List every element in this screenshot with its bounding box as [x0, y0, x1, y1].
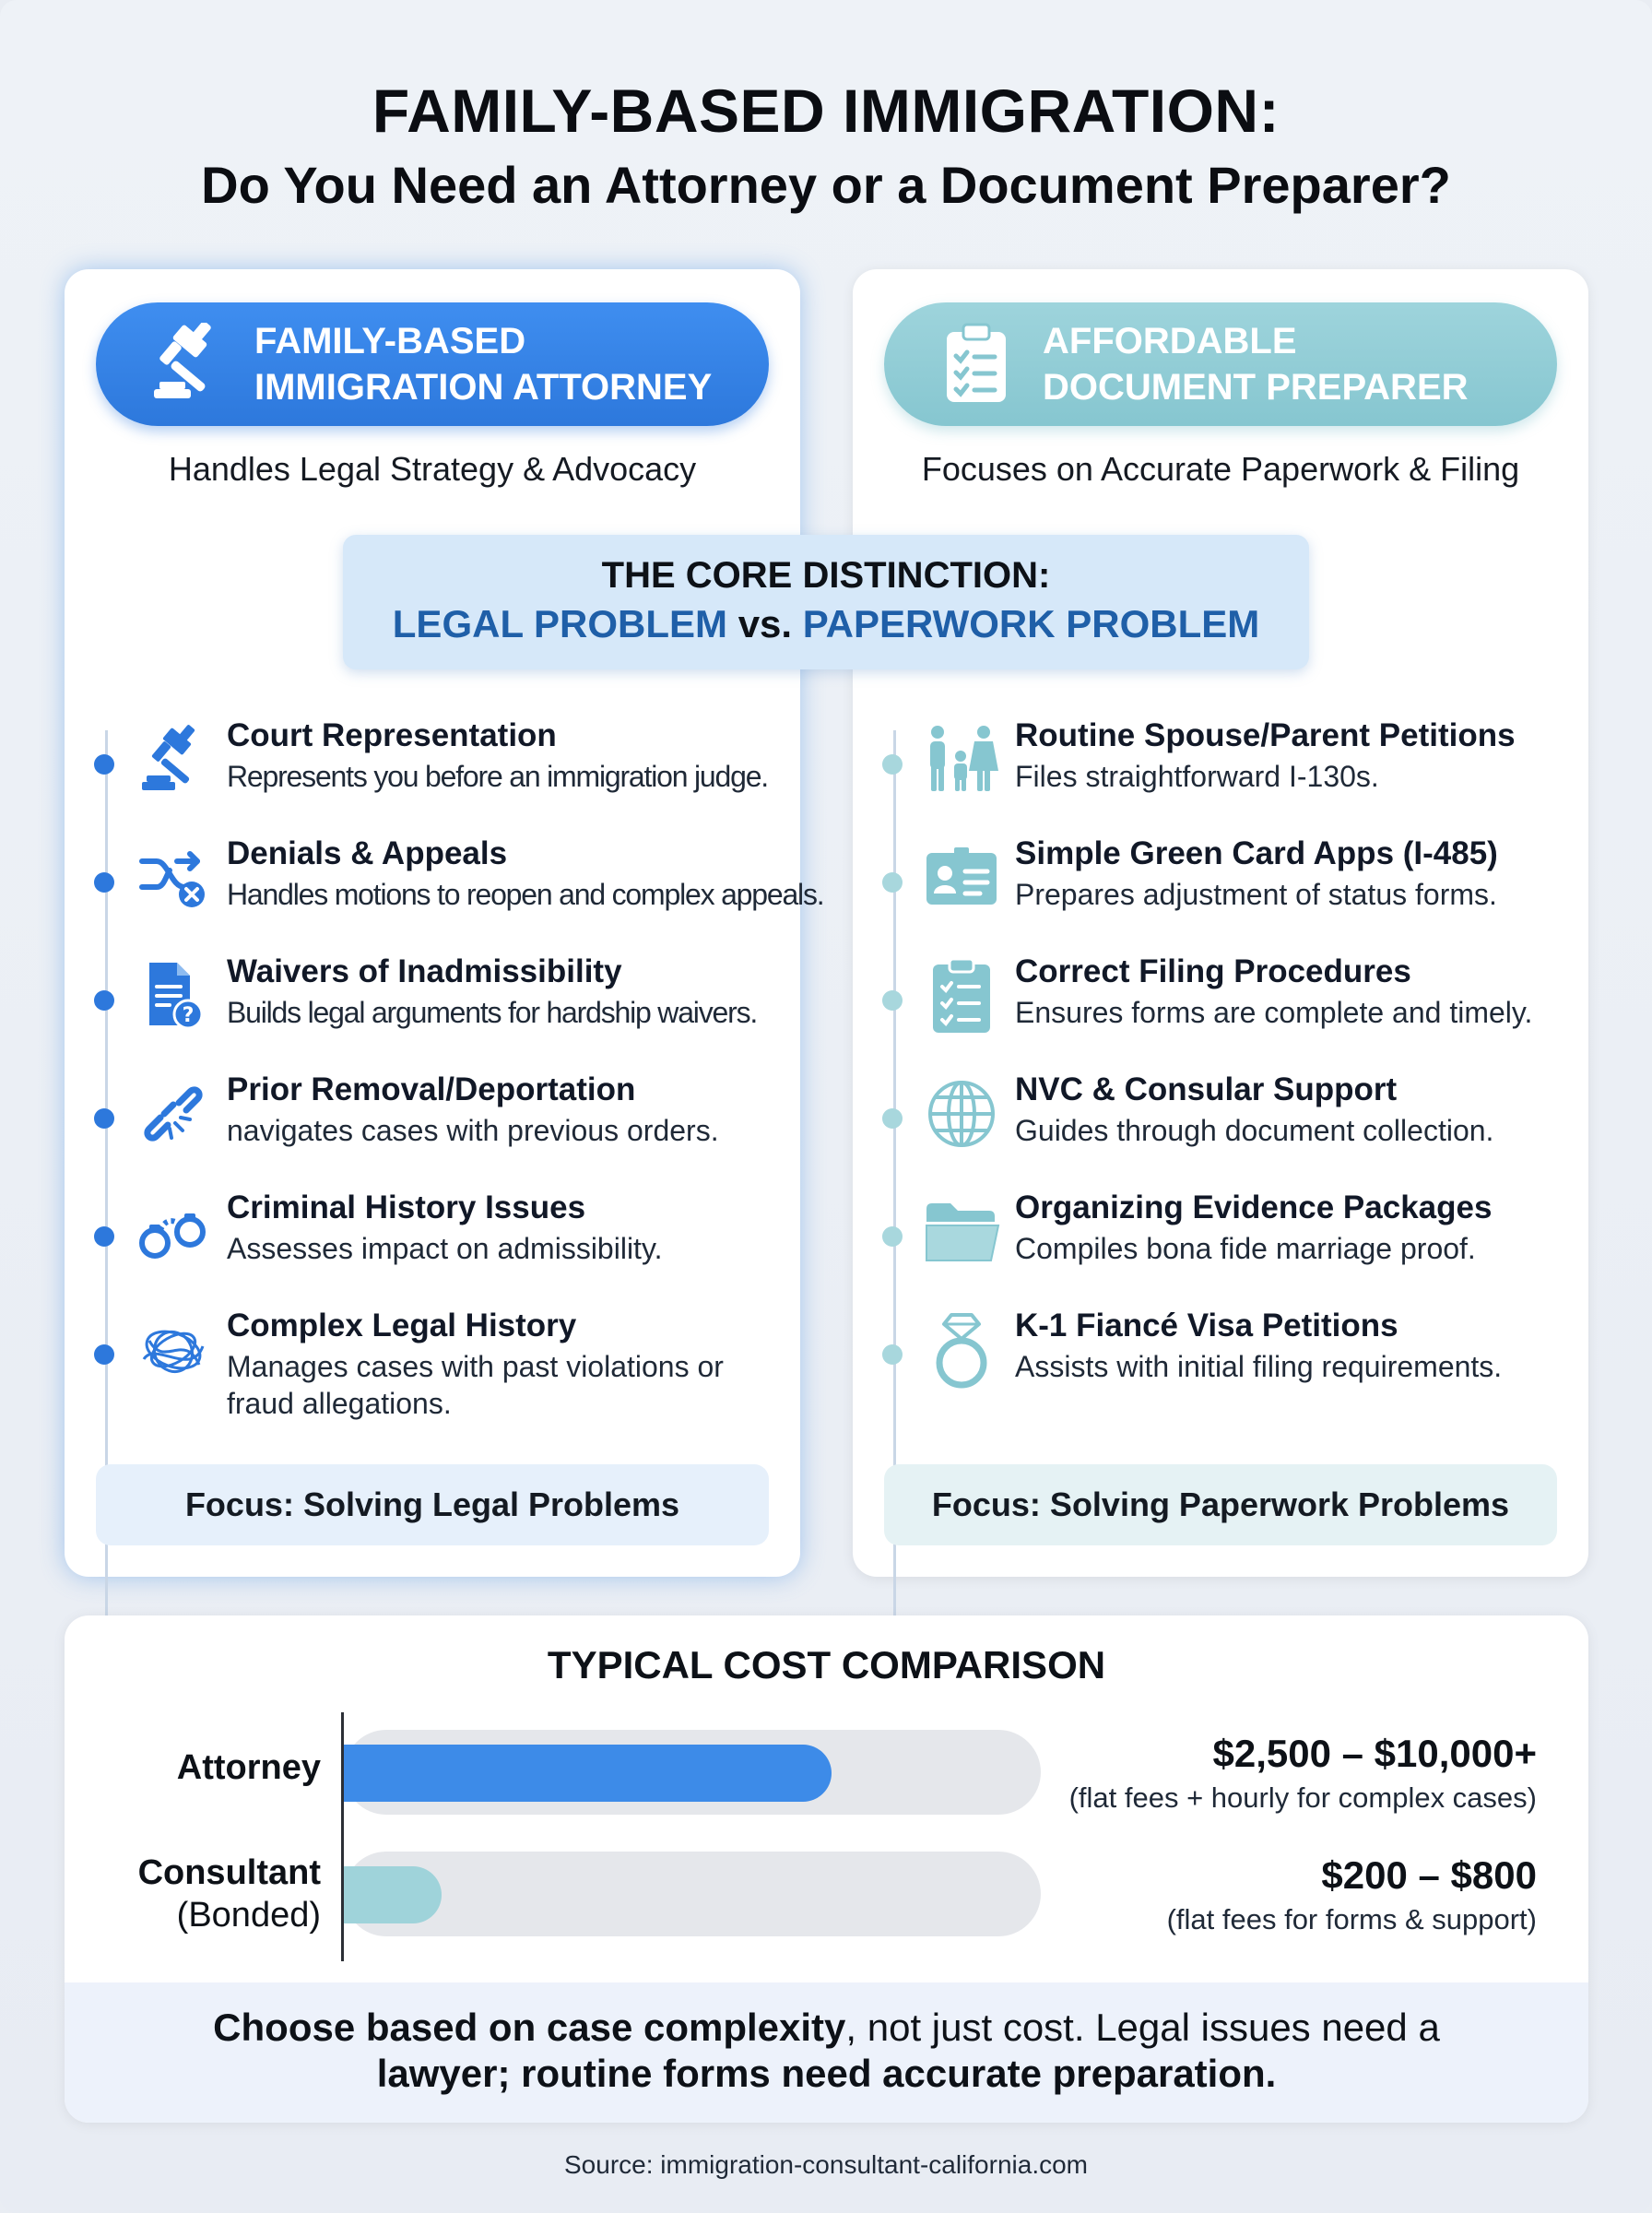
preparer-item — [853, 717, 1588, 822]
source-credit: Source: immigration-consultant-california.com — [564, 2150, 1088, 2179]
item-desc: Prepares adjustment of status forms. — [1015, 878, 1497, 911]
consultant-bar-track — [344, 1852, 1041, 1936]
recommendation-bold-1: Choose based on case complexity — [213, 2006, 846, 2049]
consultant-bar-fill — [344, 1866, 442, 1923]
attorney-item — [65, 835, 824, 941]
item-title: Complex Legal History — [227, 1308, 577, 1343]
item-desc: Assesses impact on admissibility. — [227, 1232, 663, 1265]
page-subtitle: Do You Need an Attorney or a Document Preparer? — [201, 156, 1451, 214]
timeline-dot — [882, 1344, 903, 1365]
preparer-item — [853, 1308, 1588, 1413]
item-desc: Manages cases with past violations or fraud allegations. — [227, 1350, 724, 1420]
core-heading: THE CORE DISTINCTION: — [601, 555, 1051, 596]
core-comparison — [343, 602, 1309, 646]
item-title: Court Representation — [227, 717, 557, 753]
attorney-badge-line2: IMMIGRATION ATTORNEY — [254, 367, 713, 408]
gavel-icon — [142, 318, 234, 410]
id-card-icon — [923, 839, 1000, 917]
item-desc: Builds legal arguments for hardship waivers. — [227, 996, 758, 1029]
attorney-item — [65, 1071, 800, 1177]
attorney-price-note: (flat fees + hourly for complex cases) — [1068, 1781, 1537, 1814]
attorney-item — [65, 1189, 800, 1295]
recommendation-bold-2: lawyer; routine forms need accurate preparation. — [376, 2052, 1277, 2095]
preparer-subtitle: Focuses on Accurate Paperwork & Filing — [921, 450, 1520, 488]
attorney-item — [65, 1308, 800, 1420]
attorney-bar-label: Attorney — [176, 1748, 321, 1787]
item-title: Routine Spouse/Parent Petitions — [1015, 717, 1516, 753]
attorney-bar-fill — [344, 1745, 832, 1802]
preparer-item — [853, 835, 1588, 941]
core-distinction-box — [343, 535, 1309, 669]
item-title: Organizing Evidence Packages — [1015, 1189, 1493, 1225]
item-desc: Files straightforward I-130s. — [1015, 760, 1379, 793]
attorney-focus: Focus: Solving Legal Problems — [96, 1464, 769, 1545]
core-left-term: LEGAL PROBLEM — [392, 602, 728, 645]
attorney-badge-line1: FAMILY-BASED — [254, 321, 526, 361]
attorney-badge — [96, 302, 769, 426]
item-title: Criminal History Issues — [227, 1189, 586, 1225]
preparer-item — [853, 953, 1588, 1059]
timeline-dot — [94, 754, 114, 775]
timeline-dot — [94, 1108, 114, 1129]
core-right-term: PAPERWORK PROBLEM — [802, 602, 1260, 645]
consultant-price-value: $200 – $800 — [1321, 1853, 1537, 1897]
timeline-dot — [94, 1226, 114, 1247]
ring-icon — [923, 1311, 1000, 1389]
folder-icon — [923, 1193, 1000, 1271]
item-desc: Ensures forms are complete and timely. — [1015, 996, 1533, 1029]
page-title: FAMILY-BASED IMMIGRATION: — [372, 77, 1280, 145]
preparer-focus: Focus: Solving Paperwork Problems — [884, 1464, 1557, 1545]
item-title: K-1 Fiancé Visa Petitions — [1015, 1308, 1398, 1343]
timeline-dot — [94, 872, 114, 893]
preparer-badge-line2: DOCUMENT PREPARER — [1043, 367, 1469, 408]
item-desc: Represents you before an immigration judge. — [227, 760, 768, 793]
globe-icon — [923, 1075, 1000, 1153]
tangle-icon — [135, 1311, 212, 1389]
consultant-bar-label: Consultant (Bonded) — [137, 1853, 321, 1935]
attorney-card — [65, 269, 824, 1577]
timeline-dot — [882, 1108, 903, 1129]
item-title: Correct Filing Procedures — [1015, 953, 1411, 989]
item-desc: Compiles bona fide marriage proof. — [1015, 1232, 1476, 1265]
cost-comparison-card — [65, 1615, 1588, 2123]
preparer-card — [853, 269, 1588, 1577]
clipboard-checklist-icon — [923, 957, 1000, 1035]
attorney-item — [65, 717, 800, 822]
recommendation-text: , not just cost. Legal issues need a — [845, 2006, 1440, 2049]
handcuffs-icon — [135, 1193, 212, 1271]
broken-chain-icon — [135, 1075, 212, 1153]
document-question-icon — [135, 957, 212, 1035]
preparer-badge-line1: AFFORDABLE — [1043, 321, 1297, 361]
svg-text:?: ? — [182, 1004, 195, 1027]
recommendation-banner — [65, 1982, 1588, 2123]
timeline-dot — [882, 872, 903, 893]
timeline-dot — [882, 1226, 903, 1247]
gavel-icon — [135, 721, 212, 799]
attorney-price — [1069, 1732, 1537, 1815]
item-desc: Guides through document collection. — [1015, 1114, 1494, 1147]
consultant-price-note: (flat fees for forms & support) — [1166, 1903, 1537, 1935]
timeline-dot — [94, 1344, 114, 1365]
cost-title: TYPICAL COST COMPARISON — [547, 1643, 1106, 1686]
attorney-price-value: $2,500 – $10,000+ — [1212, 1732, 1537, 1775]
item-desc: Assists with initial filing requirements. — [1015, 1350, 1503, 1383]
item-title: Prior Removal/Deportation — [227, 1071, 636, 1107]
timeline-dot — [882, 990, 903, 1011]
attorney-subtitle: Handles Legal Strategy & Advocacy — [168, 450, 697, 488]
item-title: Waivers of Inadmissibility — [227, 953, 622, 989]
core-vs: vs. — [738, 602, 793, 645]
item-desc: navigates cases with previous orders. — [227, 1114, 719, 1147]
family-icon — [923, 721, 1000, 799]
clipboard-checklist-icon — [930, 318, 1022, 410]
item-desc: Handles motions to reopen and complex appeals. — [227, 878, 824, 911]
item-title: NVC & Consular Support — [1015, 1071, 1398, 1107]
attorney-item — [65, 953, 800, 1059]
preparer-item — [853, 1071, 1588, 1177]
timeline-dot — [94, 990, 114, 1011]
consultant-price — [1167, 1853, 1537, 1936]
shuffle-x-icon — [135, 839, 212, 917]
item-title: Simple Green Card Apps (I-485) — [1015, 835, 1498, 871]
item-title: Denials & Appeals — [227, 835, 508, 871]
preparer-item — [853, 1189, 1588, 1295]
preparer-badge — [884, 302, 1557, 426]
timeline-dot — [882, 754, 903, 775]
